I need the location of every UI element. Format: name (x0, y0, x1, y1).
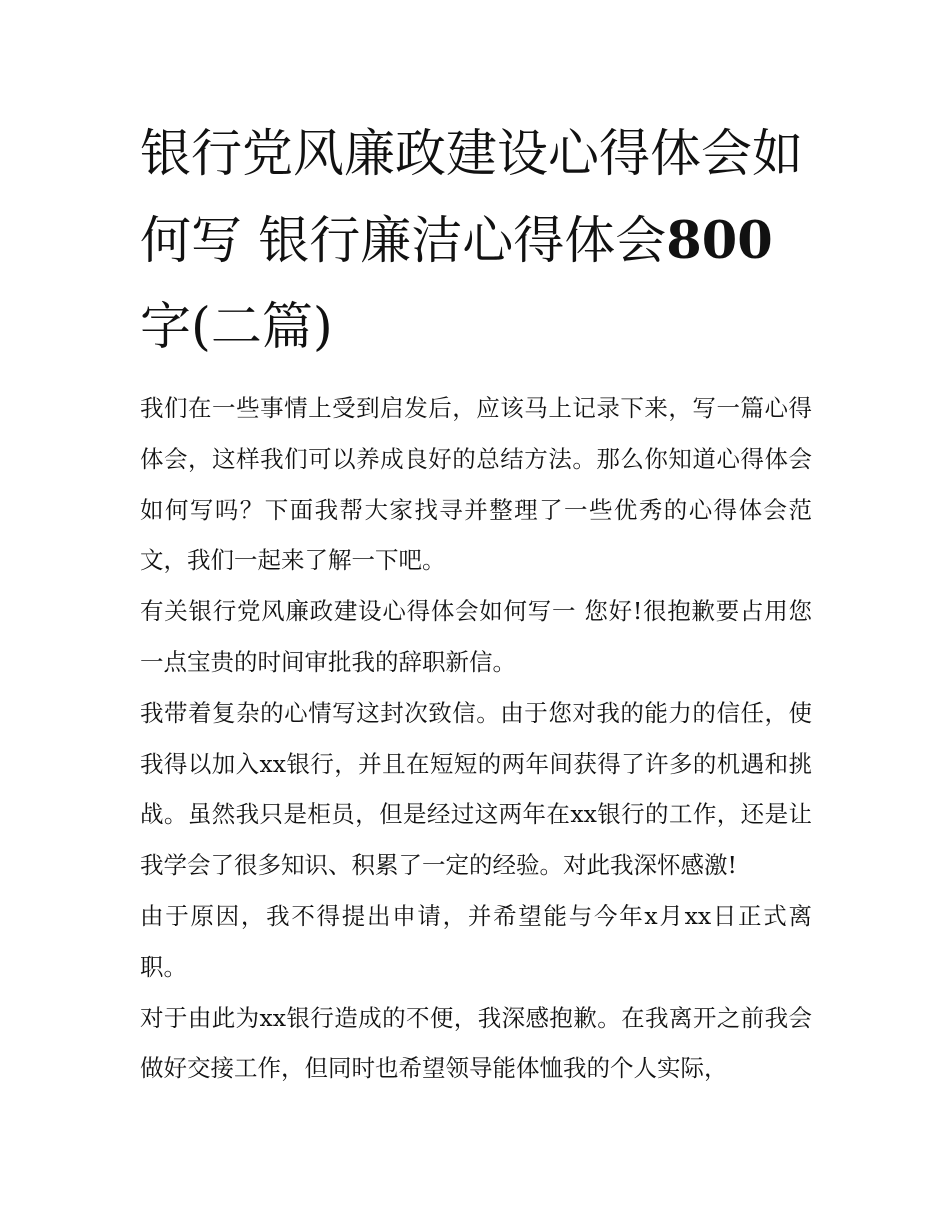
paragraph: 有关银行党风廉政建设心得体会如何写一 您好!很抱歉要占用您一点宝贵的时间审批我的辞职新信。 (140, 597, 812, 676)
title-number: 800 (666, 211, 773, 271)
title-suffix: 字(二篇) (140, 298, 333, 357)
paragraph: 我带着复杂的心情写这封次致信。由于您对我的能力的信任，使我得以加入xx银行，并且在短短的两年间获得了许多的机遇和挑战。虽然我只是柜员，但是经过这两年在xx银行的工作，还是让我学会了很多知识、积累了一定的经验。对此我深怀感激! (140, 698, 812, 880)
paragraph: 由于原因，我不得提出申请，并希望能与今年x月xx日正式离职。 (140, 901, 812, 981)
document-body (140, 383, 812, 1094)
paragraph: 对于由此为xx银行造成的不便，我深感抱歉。在我离开之前我会做好交接工作，但同时也希望领导能体恤我的个人实际， (140, 1003, 812, 1083)
document-title (140, 112, 812, 371)
paragraph: 我们在一些事情上受到启发后，应该马上记录下来，写一篇心得体会，这样我们可以养成良好的总结方法。那么你知道心得体会如何写吗？下面我帮大家找寻并整理了一些优秀的心得体会范文，我们一起来了解一下吧。 (140, 394, 812, 575)
document-page (140, 112, 812, 1094)
title-text: 银行党风廉政建设心得体会如何写 银行廉洁心得体会 (140, 125, 804, 271)
